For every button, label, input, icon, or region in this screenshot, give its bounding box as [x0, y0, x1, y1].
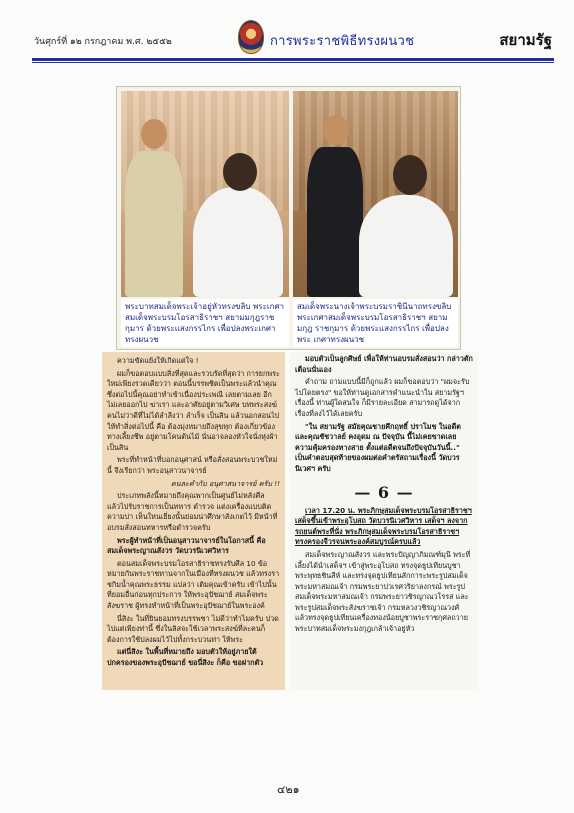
- paragraph: คนละคำกับ อนุศาสนาจารย์ ครับ !!: [170, 478, 280, 488]
- photo-king-cutting-hair: [121, 91, 289, 297]
- paragraph: "ใน สยามรัฐ สมัยคุณชายคึกฤทธิ์ ปราโมช ในอดีต และคุณชัชวาลย์ คงอุดม ณ ปัจจุบัน นี้ไม่เคยขาดเลยความคุ้มครองทางสาย ตั้งแต่อดีตจนถึงปัจจุบันวันนี้.." เป็นคำตอบสุดท้ายของผมต่อคำตรัสถามเรื่องนี้ วัดบวรนิเวศฯ ครับ: [295, 421, 461, 473]
- header-rule-thin: [32, 62, 554, 63]
- paragraph: ตอนสมเด็จพระบรมโอรสาธิราชทรงรับศีล 10 ข้อหมายกันพระราชทานจากในเมืองที่ทรงผนวช แล้วทรงราชกิมน้ำคุณพระธรรม แปลว่า เติมคุณเข้าครับ เข้าไปนั้น ที่ยอมอื่นก่อนทุกประการ ให้พระอุปัชฌาย์ สมเด็จพระสังฆราช ผู้ทรงทำหน้าที่เป็นพระอุปัชฌาย์ในพระองค์: [107, 558, 280, 611]
- royal-emblem-icon: [238, 20, 264, 54]
- photo-figure-queen: [307, 147, 363, 297]
- paragraph: ประเภทพลังนี้หมายถึงคุณพากเป็นศูนย์ไม่หลังศีล แล้วไปรับราชการเป็นทหาร ตำรวจ แต่งเครื่องแบบติดความบ่า เห็นใหนเยี่ยงนั้นย่อมน่าศึกษาสังเกตไว้ มีหน้าที่อบรมสั่งสอนทหารหรือตำรวจครับ: [107, 491, 278, 532]
- header-rule: [32, 58, 554, 61]
- paragraph: ผมก็ขอตอบแบบสิ่งที่สุดและรวบรัดที่สุดว่า การยกพระใหม่เพียงรวดเดียวว่า ตอนนี้บรรพชิตเป็นพระแล้วนำคุณ ซึ่งต่อไปนี้คุณอย่าทำเข้าเนื่องประเพณี เลยตามเลย อีกไม่เลยออกไป ฆ่าเรา และอาศัยอยู่ตามวิเศษ บทพระสงฆ์คนไม่ว่าดีที่ไม่ได้ลำลีงว่า ลำเร็จ เป็นสิน แล้วนอกสอนไป ให้ทำสิ่งต่อไปนี้ คือ ต้องมุ่งหมายถึงสุขทุก ต้องเกี่ยวข้องทางเลี้ยงชีพ อยู่ตามโคนต้นไม้ นั่นอาจลองหัวใจนั่งหุ่งผ้า เป็นสิน: [107, 368, 280, 452]
- page-header: [32, 20, 554, 60]
- paragraph: คำถาม ถามแบบนี้มีก็ถูกแล้ว ผมก็ขอตอบว่า "ผมจะรับไปโดยตรง" ขอให้ท่านดูเอกสารคำแนะนำใน สยามรัฐฯ เรื่องนี้ ท่านผู้ใดสนใจ ก็มีรายละเอียด สามารถดูได้จากเรื่องที่ลงไว้ได้เลยครับ: [295, 377, 470, 418]
- article-clipping: [102, 352, 478, 690]
- article-column-left: [102, 352, 285, 690]
- photo-figure-face: [141, 119, 167, 149]
- issue-date: วันศุกร์ที่ ๑๒ กรกฎาคม พ.ศ. ๒๕๕๒: [34, 37, 172, 47]
- photo-caption-left: พระบาทสมเด็จพระเจ้าอยู่หัวทรงขลิบ พระเกศา สมเด็จพระบรมโอรสาธิราชฯ สยามมกุฎราชกุมาร ด้วยพระแสงกรรไกร เพื่อปลงพระเกศาทรงผนวช: [121, 299, 289, 347]
- paragraph: เวลา 17.20 น. พระภิกษุสมเด็จพระบรมโอรสาธิราชฯ เสด็จขึ้นเข้าพระอุโบสถ วัดบวรนิเวศวิหาร เสด็จฯ ลงจากรถยนต์พระที่นั่ง พระภิกษุสมเด็จพระบรมโอรสาธิราชฯ ทรงครองจีวรจนพระองค์สมบูรณ์ครบแล้ว: [295, 505, 472, 547]
- paragraph: แต่นี่สิงะ ในพื้นที่หมายถึง มอบตัวให้อยู่ภายใต้ปกครองของพระอุปัชฌาย์ ขอนี่สิงะ ก็คือ ขอฝากตัว: [107, 647, 264, 668]
- paragraph: นี่สิงะ ในที่ยินยอมทรงบรรพชา ไม่ดีว่าทำไมครับ ปวดไปแต่เพียงท่านี้ ซึ่งในลิสจะใช้เวลาพระสงฆ์ที่ละคนก็ต้องการใช้ปลงผมไว้ไปทั้งกระบวนท่า ให้พระ: [107, 613, 279, 644]
- photo-clipping: [116, 86, 461, 350]
- photo-figure-head: [393, 155, 427, 195]
- photo-figure-king: [125, 151, 183, 297]
- section-number: — 6 —: [354, 482, 414, 502]
- page-number: ๔๒๑: [277, 783, 300, 796]
- photo-figure-face: [323, 115, 349, 145]
- photo-queen-cutting-hair: [293, 91, 458, 297]
- section-title: การพระราชพิธีทรงผนวช: [270, 34, 415, 49]
- paragraph: มอบตัวเป็นลูกศิษย์ เพื่อให้ท่านอบรมสั่งสอนว่า กล่าวตักเตือนนั่นเอง: [295, 354, 473, 374]
- paragraph: พระที่ทำหน้าที่บอกอนุศาสน์ หรือสั่งสอนพระบวชใหม่นี้ จึงเรียกว่า พระอนุสาวนาจารย์: [107, 455, 278, 475]
- article-column-right: [290, 352, 478, 690]
- paragraph: พระผู้ทำหน้าที่เป็นอนุสาวนาจารย์ในโอกาสนี้ คือ สมเด็จพระญาณสังวร วัดบวรนิเวศวิหาร: [107, 535, 266, 556]
- photo-figure-cape: [193, 187, 283, 297]
- paragraph: ความขัดแย้งให้เกิดแต่ใจ !: [117, 356, 199, 365]
- paragraph: สมเด็จพระญาณสังวร และพระปัญญาภิมณฑ์มุนี พระที่เลี้ยงได้นำเสด็จฯ เข้าสู่พระอุโบสถ ทรงจุดธูปเทียนบูชาพระพุทธชินสีห์ และทรงจุดธูปเทียนสักการะพระรูปสมเด็จพระมหาสมณเจ้า กรมพระยาปวเรศวริยาลงกรณ์ พระรูปสมเด็จพระมหาสมณเจ้า กรมพระยาวชิรญาณวโรรส และพระรูปสมเด็จพระสังฆราชเจ้า กรมหลวงวชิรญาณวงศ์ แล้วทรงจุดธูปเทียนเครื่องทองน้อยบูชาพระราชกุศลถวายพระบาทสมเด็จพระมงกุฎเกล้าเจ้าอยู่หัว: [295, 549, 471, 634]
- photo-figure-head: [223, 153, 257, 191]
- newspaper-logo: สยามรัฐ: [499, 31, 552, 49]
- photo-figure-cape: [359, 195, 453, 297]
- photo-caption-right: สมเด็จพระนางเจ้าพระบรมราชินีนาถทรงขลิบ พระเกศาสมเด็จพระบรมโอรสาธิราชฯ สยามมกุฎ ราชกุมาร ด้วยพระแสงกรรไกร เพื่อปลงพระ เกศาทรงผนวช: [293, 299, 458, 347]
